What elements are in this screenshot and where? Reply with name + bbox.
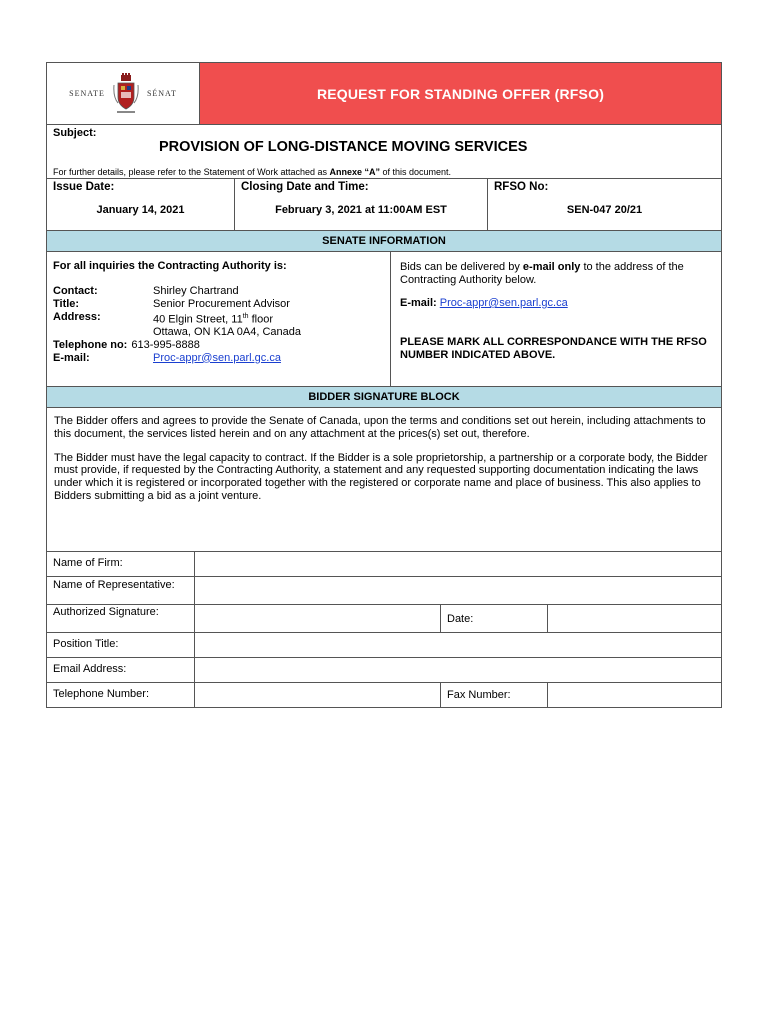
representative-row bbox=[47, 577, 721, 605]
issue-date-value: January 14, 2021 bbox=[96, 204, 185, 216]
bids-bold: e-mail only bbox=[522, 261, 581, 273]
inquiries-label: For all inquiries the Contracting Authority is: bbox=[53, 260, 287, 272]
position-title-label: Position Title: bbox=[53, 638, 119, 650]
title-label: Title: bbox=[53, 297, 80, 310]
authorized-signature-label: Authorized Signature: bbox=[53, 606, 159, 618]
rfso-number-value: SEN-047 20/21 bbox=[566, 204, 643, 216]
senate-logo bbox=[47, 63, 199, 124]
phone-fax-row bbox=[47, 683, 721, 707]
issue-date-cell bbox=[47, 179, 234, 230]
address-floor: floor bbox=[248, 313, 273, 326]
name-of-firm-field[interactable] bbox=[194, 552, 721, 576]
closing-date-cell bbox=[234, 179, 487, 230]
address-street: 40 Elgin Street, 11 bbox=[153, 313, 243, 326]
subject-note bbox=[53, 167, 451, 177]
telephone-number-field[interactable] bbox=[194, 683, 440, 707]
senate-crest-icon bbox=[113, 73, 139, 115]
address-line1 bbox=[153, 311, 273, 326]
bidder-signature-table bbox=[47, 552, 721, 707]
mark-correspondence-notice: PLEASE MARK ALL CORRESPONDANCE WITH THE RFSO NUMBER INDICATED ABOVE. bbox=[400, 336, 707, 361]
bid-delivery-text bbox=[400, 261, 715, 287]
phone-value: 613-995-8888 bbox=[131, 338, 200, 351]
note-prefix: For further details, please refer to the Statement of Work attached as bbox=[53, 167, 330, 177]
form-title: REQUEST FOR STANDING OFFER (RFSO) bbox=[199, 63, 721, 124]
signature-row bbox=[47, 605, 721, 633]
contact-label: Contact: bbox=[53, 285, 98, 297]
contact-value: Shirley Chartrand bbox=[153, 285, 239, 297]
email-link[interactable]: Proc-appr@sen.parl.gc.ca bbox=[153, 351, 281, 364]
senate-info-heading: SENATE INFORMATION bbox=[47, 231, 721, 252]
closing-date-label: Closing Date and Time: bbox=[241, 181, 369, 193]
email-address-field[interactable] bbox=[194, 658, 721, 682]
rfso-form bbox=[46, 62, 722, 708]
subject-label: Subject: bbox=[53, 127, 97, 139]
senate-info-section bbox=[47, 252, 721, 387]
email-label: E-mail: bbox=[53, 351, 90, 364]
bidder-terms bbox=[47, 408, 721, 552]
telephone-number-label: Telephone Number: bbox=[53, 688, 150, 700]
name-of-representative-label: Name of Representative: bbox=[53, 579, 175, 591]
logo-text-right: SÉNAT bbox=[146, 89, 177, 98]
dates-section bbox=[47, 179, 721, 231]
email-row bbox=[47, 658, 721, 683]
name-of-firm-label: Name of Firm: bbox=[53, 557, 123, 569]
email-address-label: Email Address: bbox=[53, 663, 127, 675]
authorized-signature-field[interactable] bbox=[194, 605, 440, 632]
rfso-number-cell bbox=[487, 179, 721, 230]
subject-title: PROVISION OF LONG-DISTANCE MOVING SERVICES bbox=[159, 139, 528, 155]
form-header bbox=[47, 63, 721, 125]
address-line2: Ottawa, ON K1A 0A4, Canada bbox=[153, 326, 301, 339]
date-field[interactable] bbox=[547, 605, 721, 632]
phone-label: Telephone no: bbox=[53, 338, 128, 351]
closing-date-value: February 3, 2021 at 11:00AM EST bbox=[275, 204, 447, 216]
address-sup: th bbox=[242, 312, 249, 320]
bids-suffix: to the address of the Contracting Authority below. bbox=[400, 261, 684, 286]
delivery-email-link[interactable]: Proc-appr@sen.parl.gc.ca bbox=[439, 297, 568, 309]
bidder-signature-heading: BIDDER SIGNATURE BLOCK bbox=[47, 387, 721, 408]
fax-number-field[interactable] bbox=[547, 683, 721, 707]
position-row bbox=[47, 633, 721, 658]
bidder-terms-para2: The Bidder must have the legal capacity to contract. If the Bidder is a sole proprietorship, a partnership or a corporate body, the Bidder must provide, if requested by the Contracting Authority, a statement and any requested supporting documentation indicating the laws under which it is registered or incorporated together with the registered or corporate name and place of business. This also applies to Bidders submitting a bid as a joint venture. bbox=[54, 451, 708, 502]
name-of-representative-field[interactable] bbox=[194, 577, 721, 604]
bidder-terms-para1: The Bidder offers and agrees to provide the Senate of Canada, upon the terms and conditions set out herein, including attachments to this document, the services listed herein and on any attachment at the prices(s) set out, therefore. bbox=[54, 415, 706, 440]
bids-prefix: Bids can be delivered by bbox=[400, 261, 523, 273]
note-suffix: of this document. bbox=[380, 167, 452, 177]
delivery-email-label: E-mail: bbox=[400, 297, 437, 309]
subject-section bbox=[47, 125, 721, 179]
rfso-number-label: RFSO No: bbox=[494, 181, 549, 193]
delivery-email bbox=[400, 297, 568, 309]
position-title-field[interactable] bbox=[194, 633, 721, 657]
fax-number-label: Fax Number: bbox=[440, 683, 547, 707]
contact-details bbox=[53, 285, 301, 364]
firm-row bbox=[47, 552, 721, 577]
annexe-reference: Annexe “A” bbox=[329, 167, 380, 177]
issue-date-label: Issue Date: bbox=[53, 181, 115, 193]
title-value: Senior Procurement Advisor bbox=[153, 297, 290, 310]
date-label: Date: bbox=[440, 605, 547, 632]
address-label: Address: bbox=[53, 310, 101, 323]
logo-text-left: SENATE bbox=[69, 89, 105, 98]
contracting-authority bbox=[47, 252, 390, 386]
bid-delivery-info bbox=[390, 252, 721, 386]
